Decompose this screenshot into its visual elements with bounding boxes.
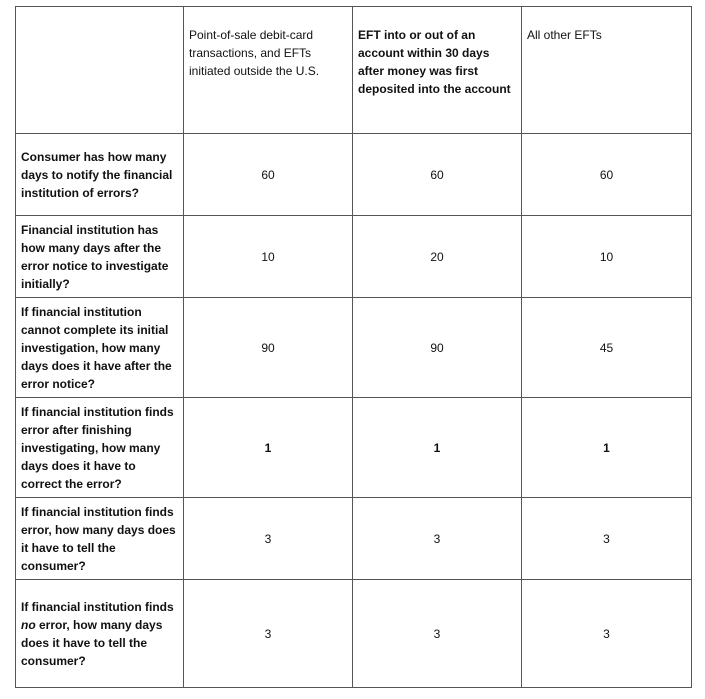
row-label: If financial institution cannot complete its initial investigation, how many days does it have after the error notice? xyxy=(16,298,184,398)
table-cell: 1 xyxy=(522,398,692,498)
header-cell-eft-within-30-days xyxy=(353,7,522,134)
row-label-part: If financial institution finds xyxy=(21,599,174,614)
row-label xyxy=(16,580,184,688)
table-cell: 10 xyxy=(522,216,692,298)
table-cell: 1 xyxy=(353,398,522,498)
header-cell-empty xyxy=(16,7,184,134)
table-cell: 3 xyxy=(184,580,353,688)
header-label-all-other-efts: All other EFTs xyxy=(527,28,602,42)
table-cell: 1 xyxy=(184,398,353,498)
header-label-point-of-sale: Point-of-sale debit-card transactions, and EFTs initiated outside the U.S. xyxy=(189,28,320,78)
table-cell: 3 xyxy=(353,498,522,580)
table-row xyxy=(16,134,692,216)
table-cell: 90 xyxy=(353,298,522,398)
header-cell-point-of-sale xyxy=(184,7,353,134)
row-label: Financial institution has how many days after the error notice to investigate initially? xyxy=(16,216,184,298)
table-cell: 90 xyxy=(184,298,353,398)
table-cell: 60 xyxy=(353,134,522,216)
table-cell: 45 xyxy=(522,298,692,398)
table-cell: 20 xyxy=(353,216,522,298)
table-header-row xyxy=(16,7,692,134)
table-cell: 3 xyxy=(184,498,353,580)
row-label: Consumer has how many days to notify the financial institution of errors? xyxy=(16,134,184,216)
table-row xyxy=(16,498,692,580)
header-label-eft-within-30-days: EFT into or out of an account within 30 days after money was first deposited into the account xyxy=(358,28,511,96)
table-row xyxy=(16,216,692,298)
eft-error-resolution-table xyxy=(15,6,692,688)
row-label: If financial institution finds error after finishing investigating, how many days does it have to correct the error? xyxy=(16,398,184,498)
table-row xyxy=(16,580,692,688)
table-cell: 3 xyxy=(353,580,522,688)
row-label-emphasis: no xyxy=(21,617,36,632)
header-cell-all-other-efts xyxy=(522,7,692,134)
table-cell: 60 xyxy=(522,134,692,216)
table-row xyxy=(16,398,692,498)
table-cell: 3 xyxy=(522,498,692,580)
table-row xyxy=(16,298,692,398)
table-cell: 60 xyxy=(184,134,353,216)
table-cell: 3 xyxy=(522,580,692,688)
table-cell: 10 xyxy=(184,216,353,298)
row-label-part: error, how many days does it have to tell the consumer? xyxy=(21,617,163,668)
row-label: If financial institution finds error, how many days does it have to tell the consumer? xyxy=(16,498,184,580)
